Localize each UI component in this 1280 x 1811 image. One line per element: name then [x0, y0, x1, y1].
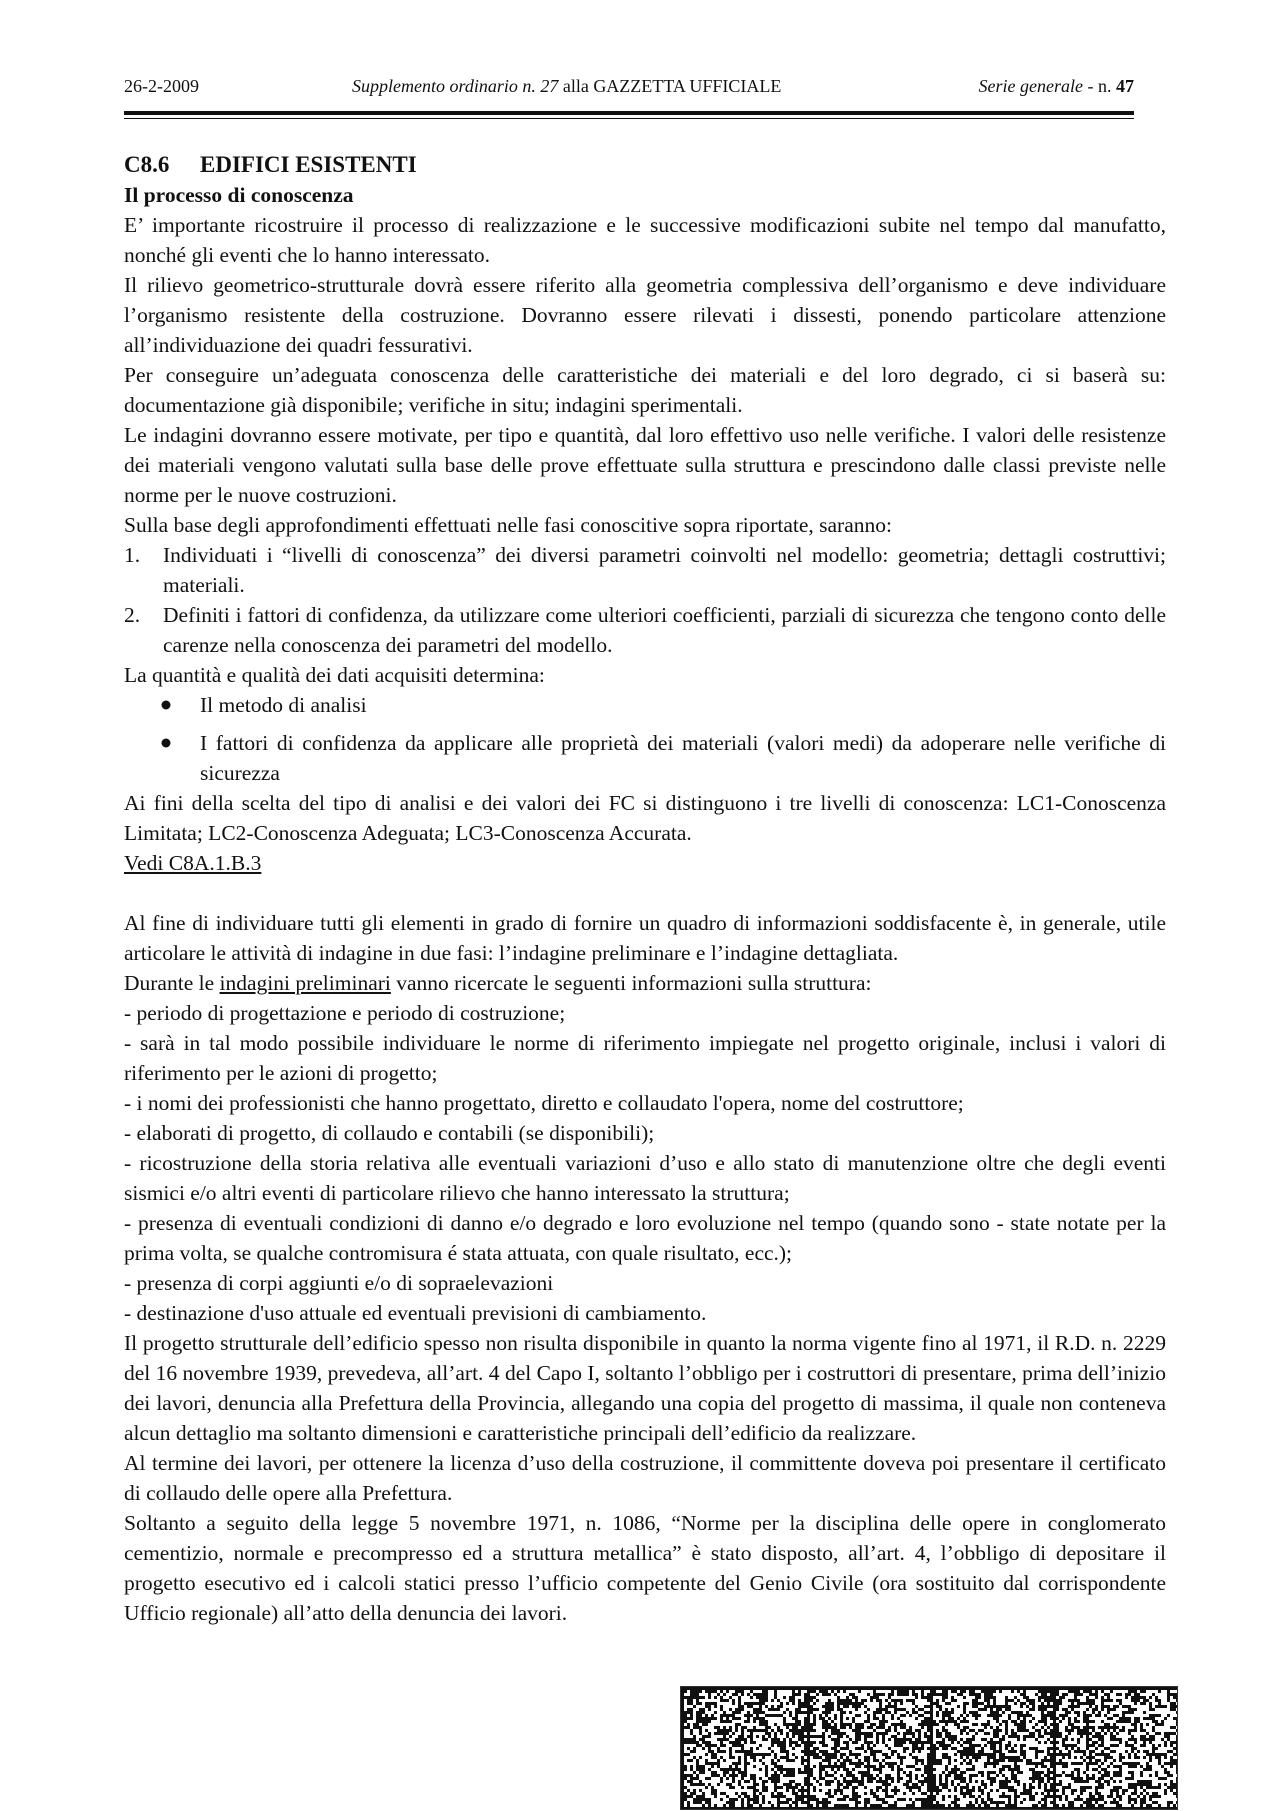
dash-item: - ricostruzione della storia relativa alle eventuali variazioni d’uso e allo stato di manutenzione oltre che degli eventi sismici e/o altri eventi di particolare rilievo che hanno interessato la struttura; [124, 1151, 1166, 1205]
bullet-icon [161, 690, 200, 728]
header-alla: alla [562, 76, 589, 96]
underlined-term: indagini preliminari [219, 971, 391, 995]
paragraph: Le indagini dovranno essere motivate, per tipo e quantità, dal loro effettivo uso nelle verifiche. I valori delle resistenze dei materiali vengono valutati sulla base delle prove effettuate sulla struttura e prescindono dalle classi previste nelle norme per le nuove costruzioni. [124, 423, 1166, 507]
paragraph: Al termine dei lavori, per ottenere la licenza d’uso della costruzione, il committente doveva poi presentare il certificato di collaudo delle opere alla Prefettura. [124, 1451, 1166, 1505]
section-code: C8.6 [124, 152, 170, 177]
section-subtitle: Il processo di conoscenza [124, 183, 354, 207]
cross-reference-link[interactable] [124, 848, 1166, 878]
text-fragment: vanno ricercate le seguenti informazioni sulla struttura: [396, 971, 872, 995]
header-rule-thin [124, 118, 1134, 119]
header-date: 26-2-2009 [124, 76, 199, 96]
paragraph: Il rilievo geometrico-strutturale dovrà essere riferito alla geometria complessiva dell’organismo e deve individuare l’organismo resistente della costruzione. Dovranno essere rilevati i dissesti, ponendo particolare attenzione all’individuazione dei quadri fessurativi. [124, 273, 1166, 357]
item-text: Definiti i fattori di confidenza, da utilizzare come ulteriori coefficienti, parziali di sicurezza che tengono conto delle carenze nella conoscenza dei parametri del modello. [163, 603, 1166, 657]
header-publication [352, 76, 781, 97]
header-serie: Serie generale [978, 76, 1083, 96]
bullet-item [124, 690, 1166, 728]
bullet-icon [161, 728, 200, 788]
section-title: EDIFICI ESISTENTI [200, 152, 417, 177]
paragraph: Al fine di individuare tutti gli elementi in grado di fornire un quadro di informazioni soddisfacente è, in generale, utile articolare le attività di indagine in due fasi: l’indagine preliminare e l’indagine dettagliata. [124, 911, 1166, 965]
paragraph: Soltanto a seguito della legge 5 novembre 1971, n. 1086, “Norme per la disciplina delle opere in conglomerato cementizio, normale e precompresso ed a struttura metallica” è stato disposto, all’art. 4, l’obbligo di depositare il progetto esecutivo ed i calcoli statici presso l’ufficio competente del Genio Civile (ora sostituito dal corrispondente Ufficio regionale) all’atto della denuncia dei lavori. [124, 1511, 1166, 1625]
paragraph: E’ importante ricostruire il processo di realizzazione e le successive modificazioni subite nel tempo dal manufatto, nonché gli eventi che lo hanno interessato. [124, 213, 1166, 267]
dash-item: - presenza di corpi aggiunti e/o di sopraelevazioni [124, 1271, 554, 1295]
header-rule-thick [124, 111, 1134, 115]
dash-item: - periodo di progettazione e periodo di costruzione; [124, 1001, 566, 1025]
page-header [124, 76, 1134, 102]
item-text: Il metodo di analisi [200, 693, 367, 717]
dash-item: - destinazione d'uso attuale ed eventuali previsioni di cambiamento. [124, 1301, 707, 1325]
item-text: I fattori di confidenza da applicare alle proprietà dei materiali (valori medi) da adoperare nelle verifiche di sicurezza [200, 731, 1166, 785]
header-series [979, 76, 1134, 97]
paragraph: Il progetto strutturale dell’edificio spesso non risulta disponibile in quanto la norma vigente fino al 1971, il R.D. n. 2229 del 16 novembre 1939, prevedeva, all’art. 4 del Capo I, soltanto l’obbligo per i costruttori di presentare, prima dell’inizio dei lavori, denuncia alla Prefettura della Provincia, allegando una copia del progetto di massima, il quale non conteneva alcun dettaglio ma soltanto dimensioni e caratteristiche principali dell’edificio da realizzare. [124, 1331, 1166, 1445]
item-number: 2. [124, 603, 141, 627]
header-supplement: Supplemento ordinario n. 27 [352, 76, 559, 96]
dash-item: - sarà in tal modo possibile individuare le norme di riferimento impiegate nel progetto originale, inclusi i valori di riferimento per le azioni di progetto; [124, 1031, 1166, 1085]
header-number: 47 [1116, 76, 1134, 96]
barcode-modules [681, 1687, 1177, 1809]
paragraph: Per conseguire un’adeguata conoscenza delle caratteristiche dei materiali e del loro degrado, ci si baserà su: documentazione già disponibile; verifiche in situ; indagini sperimentali. [124, 363, 1166, 417]
barcode-pattern [681, 1687, 1177, 1809]
header-number-prefix: - n. [1087, 76, 1112, 96]
document-body [124, 150, 1166, 1628]
section-heading [124, 150, 1166, 180]
paragraph: Ai fini della scelta del tipo di analisi e dei valori dei FC si distinguono i tre livelli di conoscenza: LC1-Conoscenza Limitata; LC2-Conoscenza Adeguata; LC3-Conoscenza Accurata. [124, 791, 1166, 845]
datamatrix-barcode-icon [680, 1686, 1178, 1810]
dash-item: - elaborati di progetto, di collaudo e contabili (se disponibili); [124, 1121, 655, 1145]
dash-item: - i nomi dei professionisti che hanno progettato, diretto e collaudato l'opera, nome del costruttore; [124, 1091, 964, 1115]
item-text: Individuati i “livelli di conoscenza” dei diversi parametri coinvolti nel modello: geometria; dettagli costruttivi; materiali. [163, 543, 1166, 597]
header-gazette: GAZZETTA UFFICIALE [593, 76, 782, 96]
spacer [124, 878, 1166, 908]
link-text[interactable]: Vedi C8A.1.B.3 [124, 851, 262, 875]
dash-item: - presenza di eventuali condizioni di danno e/o degrado e loro evoluzione nel tempo (quando sono - state notate per la prima volta, se qualche contromisura é stata attuata, con quale risultato, ecc.); [124, 1211, 1166, 1265]
numbered-item [124, 540, 1166, 600]
paragraph: La quantità e qualità dei dati acquisiti determina: [124, 663, 545, 687]
bullet-item [124, 728, 1166, 788]
numbered-item [124, 600, 1166, 660]
paragraph [124, 968, 1166, 998]
text-fragment: Durante le [124, 971, 215, 995]
paragraph: Sulla base degli approfondimenti effettuati nelle fasi conoscitive sopra riportate, saranno: [124, 513, 892, 537]
item-number: 1. [124, 543, 141, 567]
